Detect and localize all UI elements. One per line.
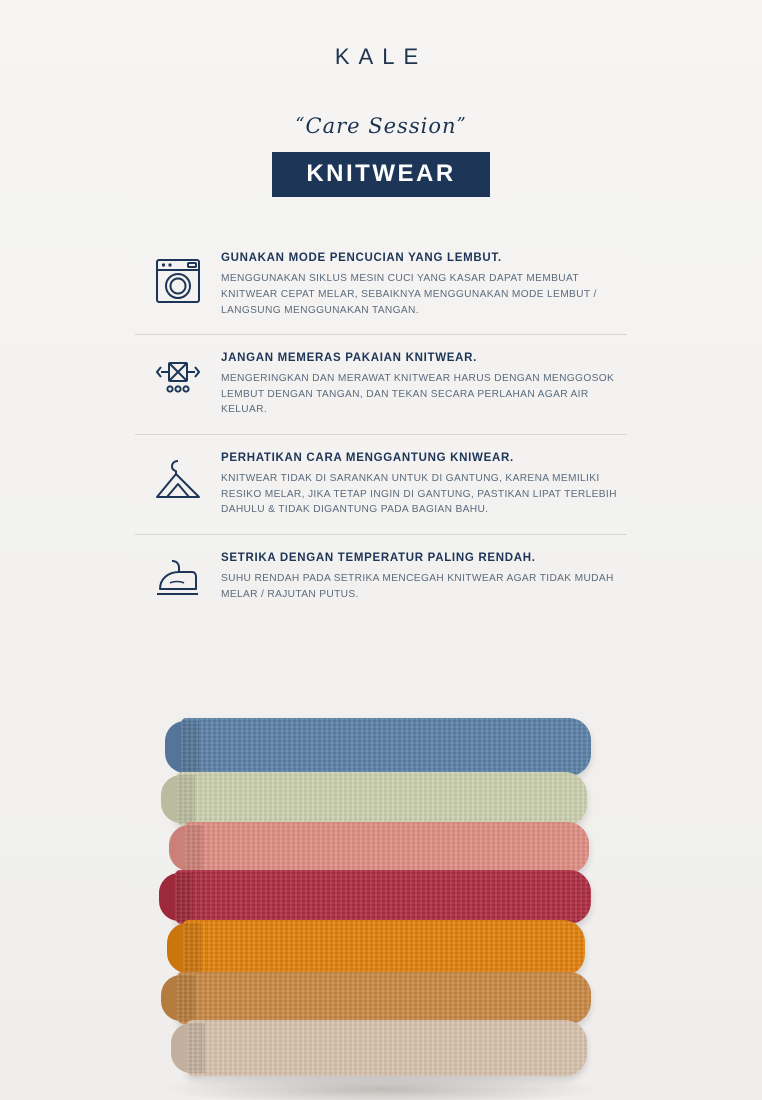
brand-logo: KALE xyxy=(334,44,428,69)
care-tip-description: SUHU RENDAH PADA SETRIKA MENCEGAH KNITWEAR AGAR TIDAK MUDAH MELAR / RAJUTAN PUTUS. xyxy=(221,572,614,600)
hanger-icon xyxy=(135,451,221,513)
knit-towel xyxy=(187,1020,587,1076)
title-banner xyxy=(0,152,762,197)
care-tip-body xyxy=(221,451,627,518)
care-tip-description: MENGERINGKAN DAN MERAWAT KNITWEAR HARUS DENGAN MENGGOSOK LEMBUT DENGAN TANGAN, DAN TEKAN SECARA PERLAHAN AGAR AIR KELUAR. xyxy=(221,372,615,416)
page-title: KNITWEAR xyxy=(272,152,489,197)
stack-shadow xyxy=(161,1072,601,1100)
do-not-wring-icon xyxy=(135,351,221,409)
script-open-quote: “ xyxy=(295,114,306,135)
care-tip-title: JANGAN MEMERAS PAKAIAN KNITWEAR. xyxy=(221,352,478,365)
knit-towel xyxy=(185,822,589,874)
knit-towel xyxy=(175,870,591,924)
care-tip-title: GUNAKAN MODE PENCUCIAN YANG LEMBUT. xyxy=(221,252,502,265)
script-close-quote: ” xyxy=(456,114,467,135)
care-tips-list xyxy=(135,235,627,621)
care-tip-title: PERHATIKAN CARA MENGGANTUNG KNIWEAR. xyxy=(221,452,514,465)
script-heading-text: Care Session xyxy=(305,114,457,138)
care-tip-body xyxy=(221,251,627,318)
folded-knitwear-stack xyxy=(171,700,591,1100)
knit-towel xyxy=(177,772,587,826)
care-tip-body xyxy=(221,551,627,602)
care-tip-item xyxy=(135,534,627,621)
care-tip-title: SETRIKA DENGAN TEMPERATUR PALING RENDAH. xyxy=(221,552,536,565)
care-tip-item xyxy=(135,235,627,334)
care-tip-item xyxy=(135,434,627,534)
care-tip-item xyxy=(135,334,627,434)
care-tip-body xyxy=(221,351,627,418)
knit-towel xyxy=(177,972,591,1024)
washing-machine-icon xyxy=(135,251,221,309)
iron-icon xyxy=(135,551,221,605)
care-tip-description: KNITWEAR TIDAK DI SARANKAN UNTUK DI GANTUNG, KARENA MEMILIKI RESIKO MELAR, JIKA TETAP INGIN DI GANTUNG, PASTIKAN LIPAT TERLEBIH DAHULU & TIDAK DIGANTUNG PADA BAGIAN BAHU. xyxy=(221,472,617,516)
script-heading xyxy=(0,114,762,138)
knit-towel xyxy=(181,718,591,776)
knit-towel xyxy=(183,920,585,976)
care-tip-description: MENGGUNAKAN SIKLUS MESIN CUCI YANG KASAR DAPAT MEMBUAT KNITWEAR CEPAT MELAR, SEBAIKNYA MENGGUNAKAN MODE LEMBUT / LANGSUNG MENGGUNAKAN TANGAN. xyxy=(221,272,597,316)
knitwear-stack-photo xyxy=(0,680,762,1100)
